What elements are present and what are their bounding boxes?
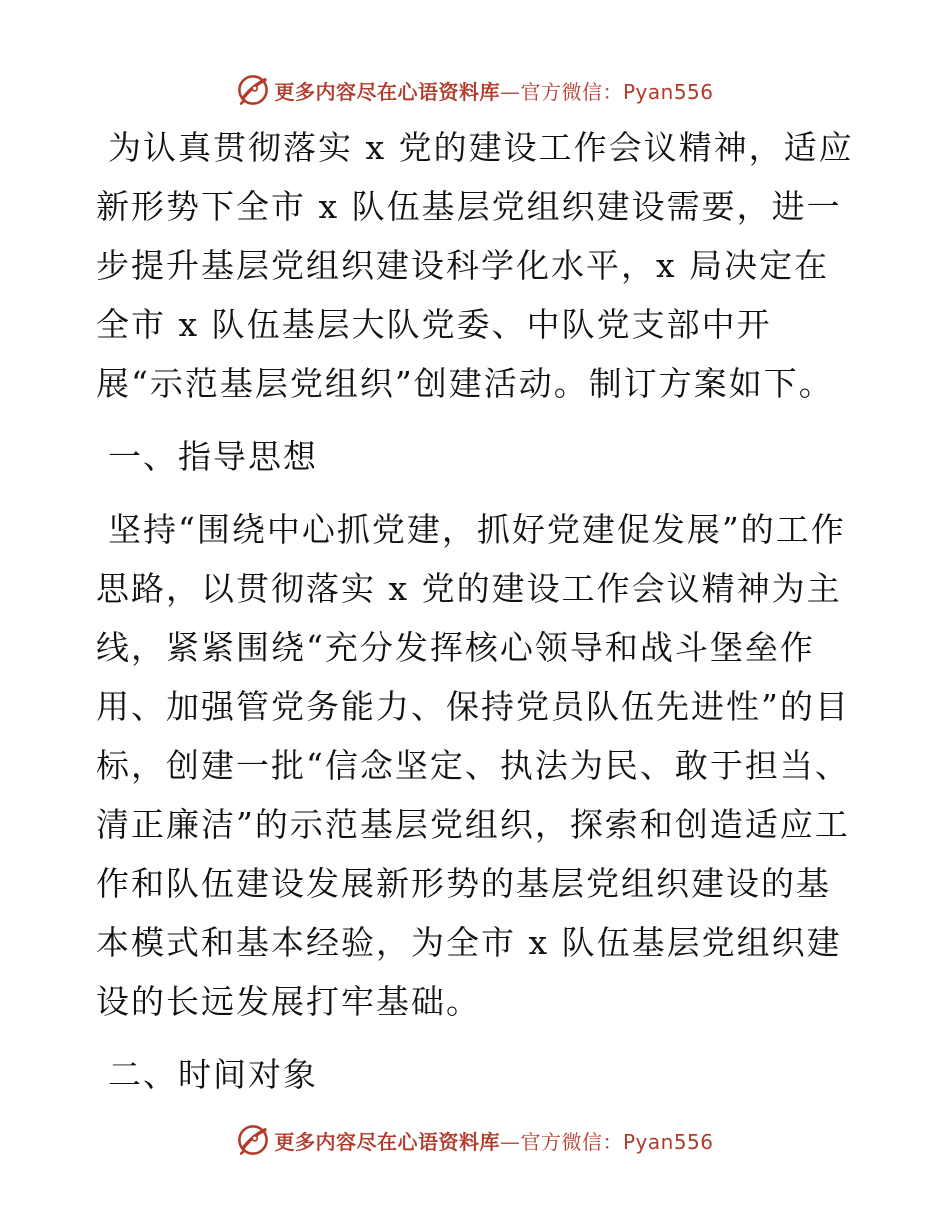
- pen-logo-icon: [236, 73, 270, 107]
- intro-paragraph: 为认真贯彻落实 x 党的建设工作会议精神，适应新形势下全市 x 队伍基层党组织建设需要，进一步提升基层党组织建设科学化水平，x 局决定在全市 x 队伍基层大队党委、中队党支部中开展“示范基层党组织”创建活动。制订方案如下。: [96, 128, 854, 403]
- section1-heading: 一、指导思想: [108, 437, 318, 476]
- watermark-text: [274, 76, 713, 105]
- watermark-site-text: 更多内容尽在心语资料库: [274, 79, 500, 104]
- document-body: [96, 118, 856, 1104]
- pen-logo-icon: [236, 1123, 270, 1157]
- watermark-separator: —: [499, 79, 521, 104]
- footer-watermark: [0, 1120, 950, 1160]
- header-watermark: [0, 70, 950, 110]
- watermark-wechat-label: 官方微信：: [520, 79, 623, 104]
- watermark-separator: —: [499, 1129, 521, 1154]
- watermark-site-text: 更多内容尽在心语资料库: [274, 1129, 500, 1154]
- watermark-wechat-id: Pyan556: [622, 79, 714, 104]
- section1-paragraph: 坚持“围绕中心抓党建，抓好党建促发展”的工作思路，以贯彻落实 x 党的建设工作会议精神为主线，紧紧围绕“充分发挥核心领导和战斗堡垒作用、加强管党务能力、保持党员队伍先进性”的目标，创建一批“信念坚定、执法为民、敢于担当、清正廉洁”的示范基层党组织，探索和创造适应工作和队伍建设发展新形势的基层党组织建设的基本模式和基本经验，为全市 x 队伍基层党组织建设的长远发展打牢基础。: [96, 510, 850, 1021]
- section2-heading: 二、时间对象: [108, 1055, 318, 1094]
- watermark-wechat-id: Pyan556: [622, 1129, 714, 1154]
- watermark-wechat-label: 官方微信：: [520, 1129, 623, 1154]
- watermark-text: [274, 1126, 713, 1155]
